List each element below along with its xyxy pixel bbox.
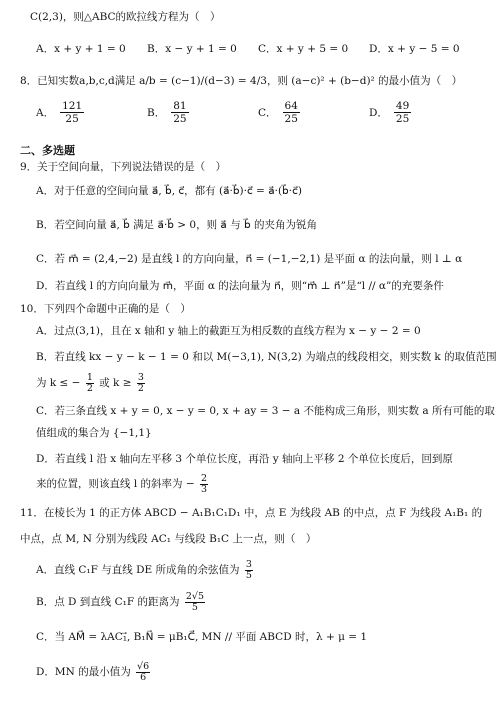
q7-options [36,42,480,56]
q10-option-d-line1: D．若直线 l 沿 x 轴向左平移 3 个单位长度，再沿 y 轴向上平移 2 个单位长度后，回到原 [36,453,453,465]
q7-option-a: A．x + y + 1 = 0 [36,43,126,55]
q10-option-d-line2: 来的位置，则该直线 l 的斜率为 − $\frac{2}{3}$ [36,472,208,495]
q7-option-b: B．x − y + 1 = 0 [147,43,237,55]
q8-option-b: B． $\frac{81}{25}$ [147,99,187,125]
q11-option-c: C．当 AM⃗ = λAC₁⃗, B₁N⃗ = μB₁C⃗, MN // 平面 ABCD 时，λ + μ = 1 [36,631,368,643]
q9-option-c: C．若 m⃗ = (2,4,−2) 是直线 l 的方向向量，n⃗ = (−1,−2,1) 是平面 α 的法向量，则 l ⊥ α [36,253,463,265]
q8-option-a: A． $\frac{121}{25}$ [36,99,83,125]
q8-stem: 8．已知实数a,b,c,d满足 a/b = (c−1)/(d−3) = 4/3，则 (a−c)² + (b−d)² 的最小值为（ ） [20,75,463,87]
q10-option-b-line1: B．若直线 kx − y − k − 1 = 0 和以 M(−3,1), N(3,2) 为端点的线段相交，则实数 k 的取值范围 [36,351,497,363]
q7-option-d: D．x + y − 5 = 0 [369,43,460,55]
q7-option-c: C．x + y + 5 = 0 [258,43,349,55]
q10-option-b-line2: 为 k ≤ − $\frac{1}{2}$ 或 k ≥ $\frac{3}{2}$ [36,371,144,394]
q10-option-a: A．过点(3,1)，且在 x 轴和 y 轴上的截距互为相反数的直线方程为 x − y − 2 = 0 [36,325,421,337]
q9-option-a: A．对于任意的空间向量 a⃗, b⃗, c⃗，都有 (a⃗·b⃗)·c⃗ = a⃗·(b⃗·c⃗) [36,185,302,197]
q11-option-b: B．点 D 到直线 C₁F 的距离为 $\frac{2√5}{5}$ [36,590,205,613]
q11-option-d: D．MN 的最小值为 $\frac{√6}{6}$ [36,660,150,683]
q8-options [36,96,480,128]
q11-stem-line1: 11．在棱长为 1 的正方体 ABCD − A₁B₁C₁D₁ 中，点 E 为线段 AB 的中点，点 F 为线段 A₁B₁ 的 [20,507,483,519]
q9-option-b: B．若空间向量 a⃗, b⃗ 满足 a⃗·b⃗ > 0，则 a⃗ 与 b⃗ 的夹角为锐角 [36,219,318,231]
q9-option-d: D．若直线 l 的方向向量为 m⃗，平面 α 的法向量为 n⃗，则“m⃗ ⊥ n⃗”是“l // α”的充要条件 [36,280,444,292]
q7-stem-tail: C(2,3)，则△ABC的欧拉线方程为（ ） [30,11,221,23]
section-title-multiple-choice: 二、多选题 [20,144,75,157]
q8-option-c: C． $\frac{64}{25}$ [258,99,298,125]
q8-option-d: D． $\frac{49}{25}$ [369,99,410,125]
q9-stem: 9．关于空间向量，下列说法错误的是（ ） [20,161,227,173]
q10-option-c-line2: 值组成的集合为 {−1,1} [36,427,152,439]
q10-stem: 10．下列四个命题中正确的是（ ） [20,303,191,315]
q11-option-a: A．直线 C₁F 与直线 DE 所成角的余弦值为 $\frac{3}{5}$ [36,558,252,581]
q10-option-c-line1: C．若三条直线 x + y = 0, x − y = 0, x + ay = 3 − a 不能构成三角形，则实数 a 所有可能的取 [36,405,495,417]
q11-stem-line2: 中点，点 M, N 分别为线段 AC₁ 与线段 B₁C 上一点，则（ ） [20,533,317,545]
